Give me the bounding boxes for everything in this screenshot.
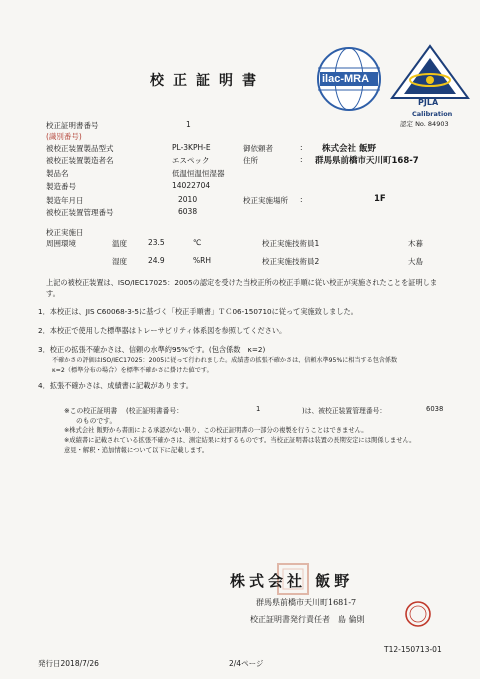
hum-unit: %RH: [193, 256, 211, 265]
address-label: 住所: [243, 156, 258, 165]
serial-label: 製造番号: [46, 182, 76, 191]
temp-label: 温度: [112, 239, 127, 248]
client-colon: :: [300, 143, 303, 152]
env-label: 周囲環境: [46, 239, 76, 248]
client-label: 御依頼者: [243, 144, 273, 153]
page-title: 校正証明書: [150, 73, 265, 89]
maker-value: エスペック: [172, 156, 210, 165]
address-value: 群馬県前橋市天川町168-7: [315, 156, 419, 166]
note-1d: )は、被校正装置管理番号：: [302, 407, 387, 415]
note-1b: (校正証明書番号：: [126, 407, 184, 415]
temp-unit: ℃: [193, 238, 202, 247]
staff2-value: 大島: [408, 257, 423, 266]
maker-label: 被校正装置製造者名: [46, 156, 114, 165]
signature-responsible: 校正証明書発行責任者 島 倫則: [250, 615, 365, 624]
staff1-value: 木暮: [408, 239, 423, 248]
pjla-sub: Calibration: [412, 110, 453, 118]
signature-company: 株式会社 飯野: [230, 572, 354, 590]
intro-paragraph: 上記の被校正装置は、ISO/IEC17025：2005の認定を受けた当校正所の校正手順に従い校正が実施されたことを証明します。: [46, 278, 438, 298]
staff2-label: 校正実施技術員2: [262, 257, 320, 266]
pjla-name: PJLA: [418, 98, 439, 107]
note-1f: のものです。: [76, 417, 117, 425]
staff1-label: 校正実施技術員1: [262, 239, 320, 248]
product-label: 製品名: [46, 169, 69, 178]
item-1: 1．本校正は、JIS C60068-3-5に基づく「校正手順書」ＴＣ06-150710に従って実施致しました。: [38, 307, 358, 316]
hum-label: 湿度: [112, 257, 127, 266]
id-no-label: (識別番号): [46, 132, 82, 141]
mgmt-value: 6038: [178, 207, 198, 216]
note-1a: ※この校正証明書: [64, 407, 118, 415]
item-3-sub1: 不確かさの評価はISO/IEC17025：2005に従って行われました。成績書の拡張不確かさは、信頼水準95%に相当する包含係数: [52, 357, 398, 364]
pjla-cert-no: 認定 No. 84903: [400, 120, 449, 128]
item-4: 4．拡張不確かさは、成績書に記載があります。: [38, 381, 193, 390]
year-value: 2010: [178, 195, 198, 204]
footer-page: 2/4ページ: [229, 659, 264, 668]
cert-no-value: 1: [186, 120, 191, 129]
footer-issued: 発行日2018/7/26: [38, 659, 99, 668]
ilac-mra-logo: [316, 46, 382, 112]
pjla-logo: [390, 44, 470, 110]
place-value: 1F: [374, 194, 386, 204]
note-1c: 1: [256, 405, 261, 413]
place-colon: :: [300, 195, 303, 204]
place-label: 校正実施場所: [243, 196, 288, 205]
mgmt-label: 被校正装置管理番号: [46, 208, 114, 217]
item-3: 3．校正の拡張不確かさは、信頼の水準約95%です。(包含係数 κ=2): [38, 345, 266, 354]
pjla-triangle-icon: [390, 44, 470, 100]
footer-doc-no: T12-150713-01: [384, 645, 442, 654]
cert-no-label: 校正証明書番号: [46, 121, 99, 130]
model-label: 被校正装置製品型式: [46, 144, 114, 153]
ilac-text: ilac-MRA: [322, 73, 370, 85]
note-4: 意見・解釈・追加情報について以下に記載します。: [64, 447, 209, 454]
serial-value: 14022704: [172, 181, 211, 190]
item-2: 2．本校正で使用した標準器はトレーサビリティ体系図を参照してください。: [38, 326, 287, 335]
year-label: 製造年月日: [46, 196, 84, 205]
personal-seal-icon: [404, 600, 432, 628]
client-value: 株式会社 飯野: [322, 144, 376, 154]
note-1e: 6038: [426, 405, 444, 413]
signature-address: 群馬県前橋市天川町1681-7: [256, 598, 357, 607]
date-label: 校正実施日: [46, 228, 84, 237]
note-3: ※成績書に記載されている拡張不確かさは、測定結果に対するものです。当校正証明書は装置の長期安定には関係しません。: [64, 437, 416, 444]
model-value: PL-3KPH-E: [172, 143, 211, 152]
address-colon: :: [300, 155, 303, 164]
product-value: 低温恒温恒湿器: [172, 169, 225, 178]
note-2: ※株式会社 飯野から書面による承認がない限り、この校正証明書の一部分の複製を行うことはできません。: [64, 427, 368, 434]
temp-value: 23.5: [148, 238, 165, 247]
hum-value: 24.9: [148, 256, 165, 265]
item-3-sub2: κ=2（標準分布の場合）を標準不確かさに掛けた値です。: [52, 367, 213, 374]
